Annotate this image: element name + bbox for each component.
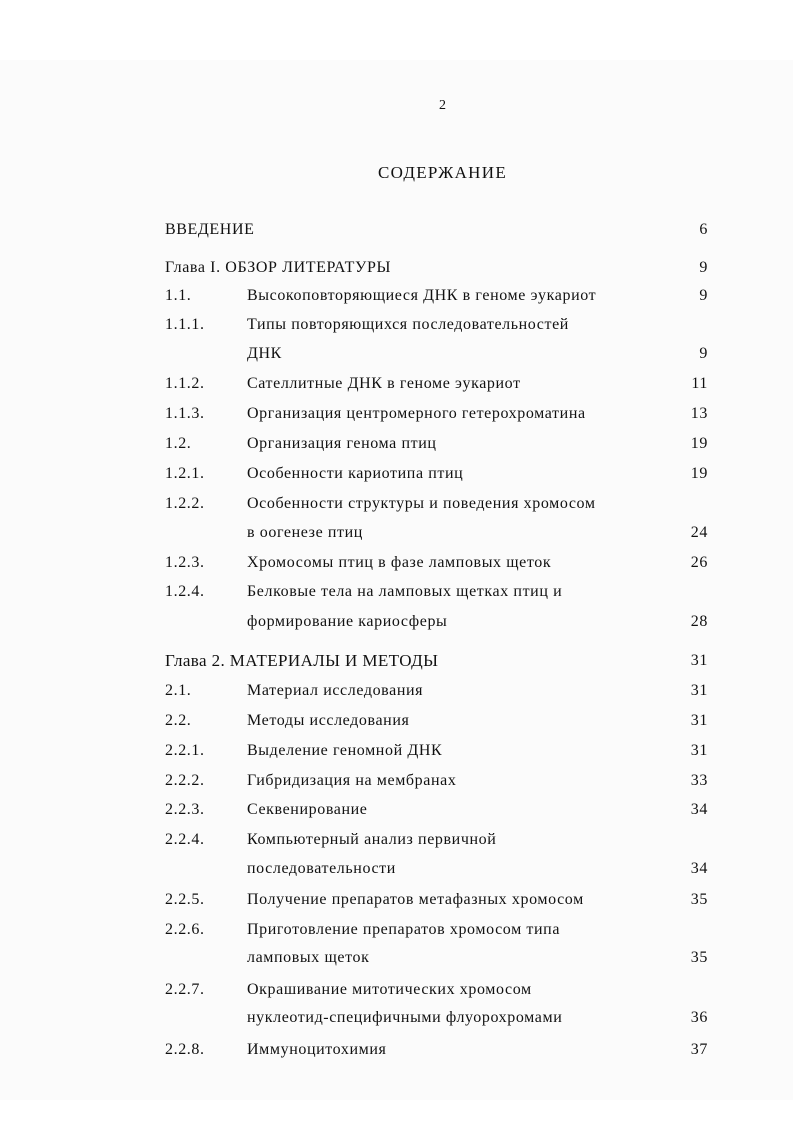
toc-entry-title: Компьютерный анализ первичной [247,831,497,848]
toc-entry-title: Организация центромерного гетерохроматина [247,405,586,422]
toc-entry-title: Гибридизация на мембранах [247,772,457,789]
toc-entry-number: 2.2.2. [165,772,205,789]
toc-entry-1-1-3[interactable] [0,402,793,426]
toc-entry-number: 2.2.8. [165,1041,205,1058]
toc-entry-1-2[interactable] [0,432,793,456]
toc-entry-title: Сателлитные ДНК в геноме эукариот [247,375,521,392]
toc-entry-2-2-2[interactable] [0,769,793,793]
toc-entry-number: 1.1.1. [165,316,205,333]
toc-entry-1-2-4[interactable] [0,580,793,604]
toc-entry-number: 1.2.2. [165,495,205,512]
toc-entry-page: 31 [690,742,708,759]
toc-entry-number: 1.1. [165,287,192,304]
toc-entry-title: Особенности кариотипа птиц [247,465,464,482]
toc-entry-2-2[interactable] [0,709,793,733]
toc-entry-2-2-4[interactable] [0,828,793,852]
toc-entry-title: Хромосомы птиц в фазе ламповых щеток [247,554,552,571]
toc-entry-1-1-2[interactable] [0,372,793,396]
toc-entry-number: 1.2.1. [165,465,205,482]
toc-entry-2-2-1[interactable] [0,739,793,763]
toc-entry-page: 31 [690,712,708,729]
toc-entry-number: 2.2.6. [165,921,205,938]
toc-entry-title: Белковые тела на ламповых щетках птиц и [247,583,563,600]
toc-entry-number: 1.2.3. [165,554,205,571]
toc-entry-number: 1.2.4. [165,583,205,600]
toc-entry-introduction[interactable] [0,218,793,242]
toc-entry-title-continued: ДНК [247,345,282,362]
toc-entry-page: 34 [690,860,708,877]
toc-entry-title-continued: ламповых щеток [247,949,370,966]
toc-entry-page: 26 [690,554,708,571]
toc-entry-page: 33 [690,772,708,789]
toc-entry-2-1[interactable] [0,679,793,703]
toc-entry-page: 9 [699,259,708,276]
toc-entry-title: Высокоповторяющиеся ДНК в геноме эукариот [247,287,597,304]
toc-entry-title: Методы исследования [247,712,410,729]
toc-entry-page: 11 [691,375,708,392]
toc-entry-page: 34 [690,801,708,818]
toc-entry-2-2-7-continued[interactable] [0,1006,793,1030]
toc-entry-page: 19 [690,465,708,482]
toc-chapter-2[interactable] [0,649,793,673]
toc-entry-number: 2.2. [165,712,192,729]
toc-entry-page: 19 [690,435,708,452]
toc-entry-page: 36 [690,1009,708,1026]
toc-entry-2-2-6-continued[interactable] [0,946,793,970]
toc-entry-page: 31 [690,682,708,699]
toc-entry-number: 2.2.5. [165,891,205,908]
toc-entry-page: 6 [699,221,708,238]
toc-entry-title: Получение препаратов метафазных хромосом [247,891,584,908]
toc-entry-number: 1.1.2. [165,375,205,392]
toc-entry-2-2-8[interactable] [0,1038,793,1062]
toc-entry-title: Организация генома птиц [247,435,437,452]
page-title: СОДЕРЖАНИЕ [377,163,508,182]
toc-entry-1-2-2-continued[interactable] [0,521,793,545]
toc-entry-page: 13 [690,405,708,422]
toc-entry-page: 31 [690,652,708,669]
toc-entry-title: Окрашивание митотических хромосом [247,981,532,998]
toc-chapter-title: Глава I. ОБЗОР ЛИТЕРАТУРЫ [165,259,392,276]
toc-entry-title: Материал исследования [247,682,424,699]
toc-entry-number: 2.2.1. [165,742,205,759]
toc-entry-1-2-3[interactable] [0,551,793,575]
toc-entry-2-2-7[interactable] [0,978,793,1002]
toc-entry-title-continued: формирование кариосферы [247,613,448,630]
toc-entry-2-2-3[interactable] [0,798,793,822]
toc-entry-title: Типы повторяющихся последовательностей [247,316,569,333]
toc-entry-page: 35 [690,949,708,966]
toc-entry-page: 9 [699,287,708,304]
toc-entry-1-2-4-continued[interactable] [0,610,793,634]
toc-entry-1-2-1[interactable] [0,462,793,486]
toc-entry-1-2-2[interactable] [0,492,793,516]
toc-entry-number: 1.1.3. [165,405,205,422]
toc-chapter-title: Глава 2. МАТЕРИАЛЫ И МЕТОДЫ [165,651,439,670]
toc-entry-2-2-4-continued[interactable] [0,857,793,881]
toc-entry-number: 2.1. [165,682,192,699]
toc-entry-1-1-1[interactable] [0,313,793,337]
toc-entry-2-2-6[interactable] [0,918,793,942]
page-number: 2 [439,98,446,113]
toc-entry-1-1-1-continued[interactable] [0,342,793,366]
toc-entry-title: Иммуноцитохимия [247,1041,387,1058]
toc-chapter-1[interactable] [0,256,793,280]
toc-entry-title-continued: в оогенезе птиц [247,524,363,541]
toc-entry-title: ВВЕДЕНИЕ [165,221,255,238]
toc-entry-number: 2.2.4. [165,831,205,848]
toc-entry-title: Выделение геномной ДНК [247,742,443,759]
toc-entry-page: 28 [690,613,708,630]
toc-entry-title: Секвенирование [247,801,368,818]
toc-entry-title: Особенности структуры и поведения хромосом [247,495,596,512]
toc-entry-number: 2.2.3. [165,801,205,818]
toc-entry-page: 35 [690,891,708,908]
toc-entry-page: 37 [690,1041,708,1058]
toc-entry-title-continued: нуклеотид-специфичными флуорохромами [247,1009,563,1026]
toc-entry-number: 2.2.7. [165,981,205,998]
toc-entry-title-continued: последовательности [247,860,396,877]
toc-entry-page: 24 [690,524,708,541]
toc-entry-number: 1.2. [165,435,192,452]
toc-entry-1-1[interactable] [0,284,793,308]
toc-entry-2-2-5[interactable] [0,888,793,912]
toc-entry-title: Приготовление препаратов хромосом типа [247,921,561,938]
toc-entry-page: 9 [699,345,708,362]
